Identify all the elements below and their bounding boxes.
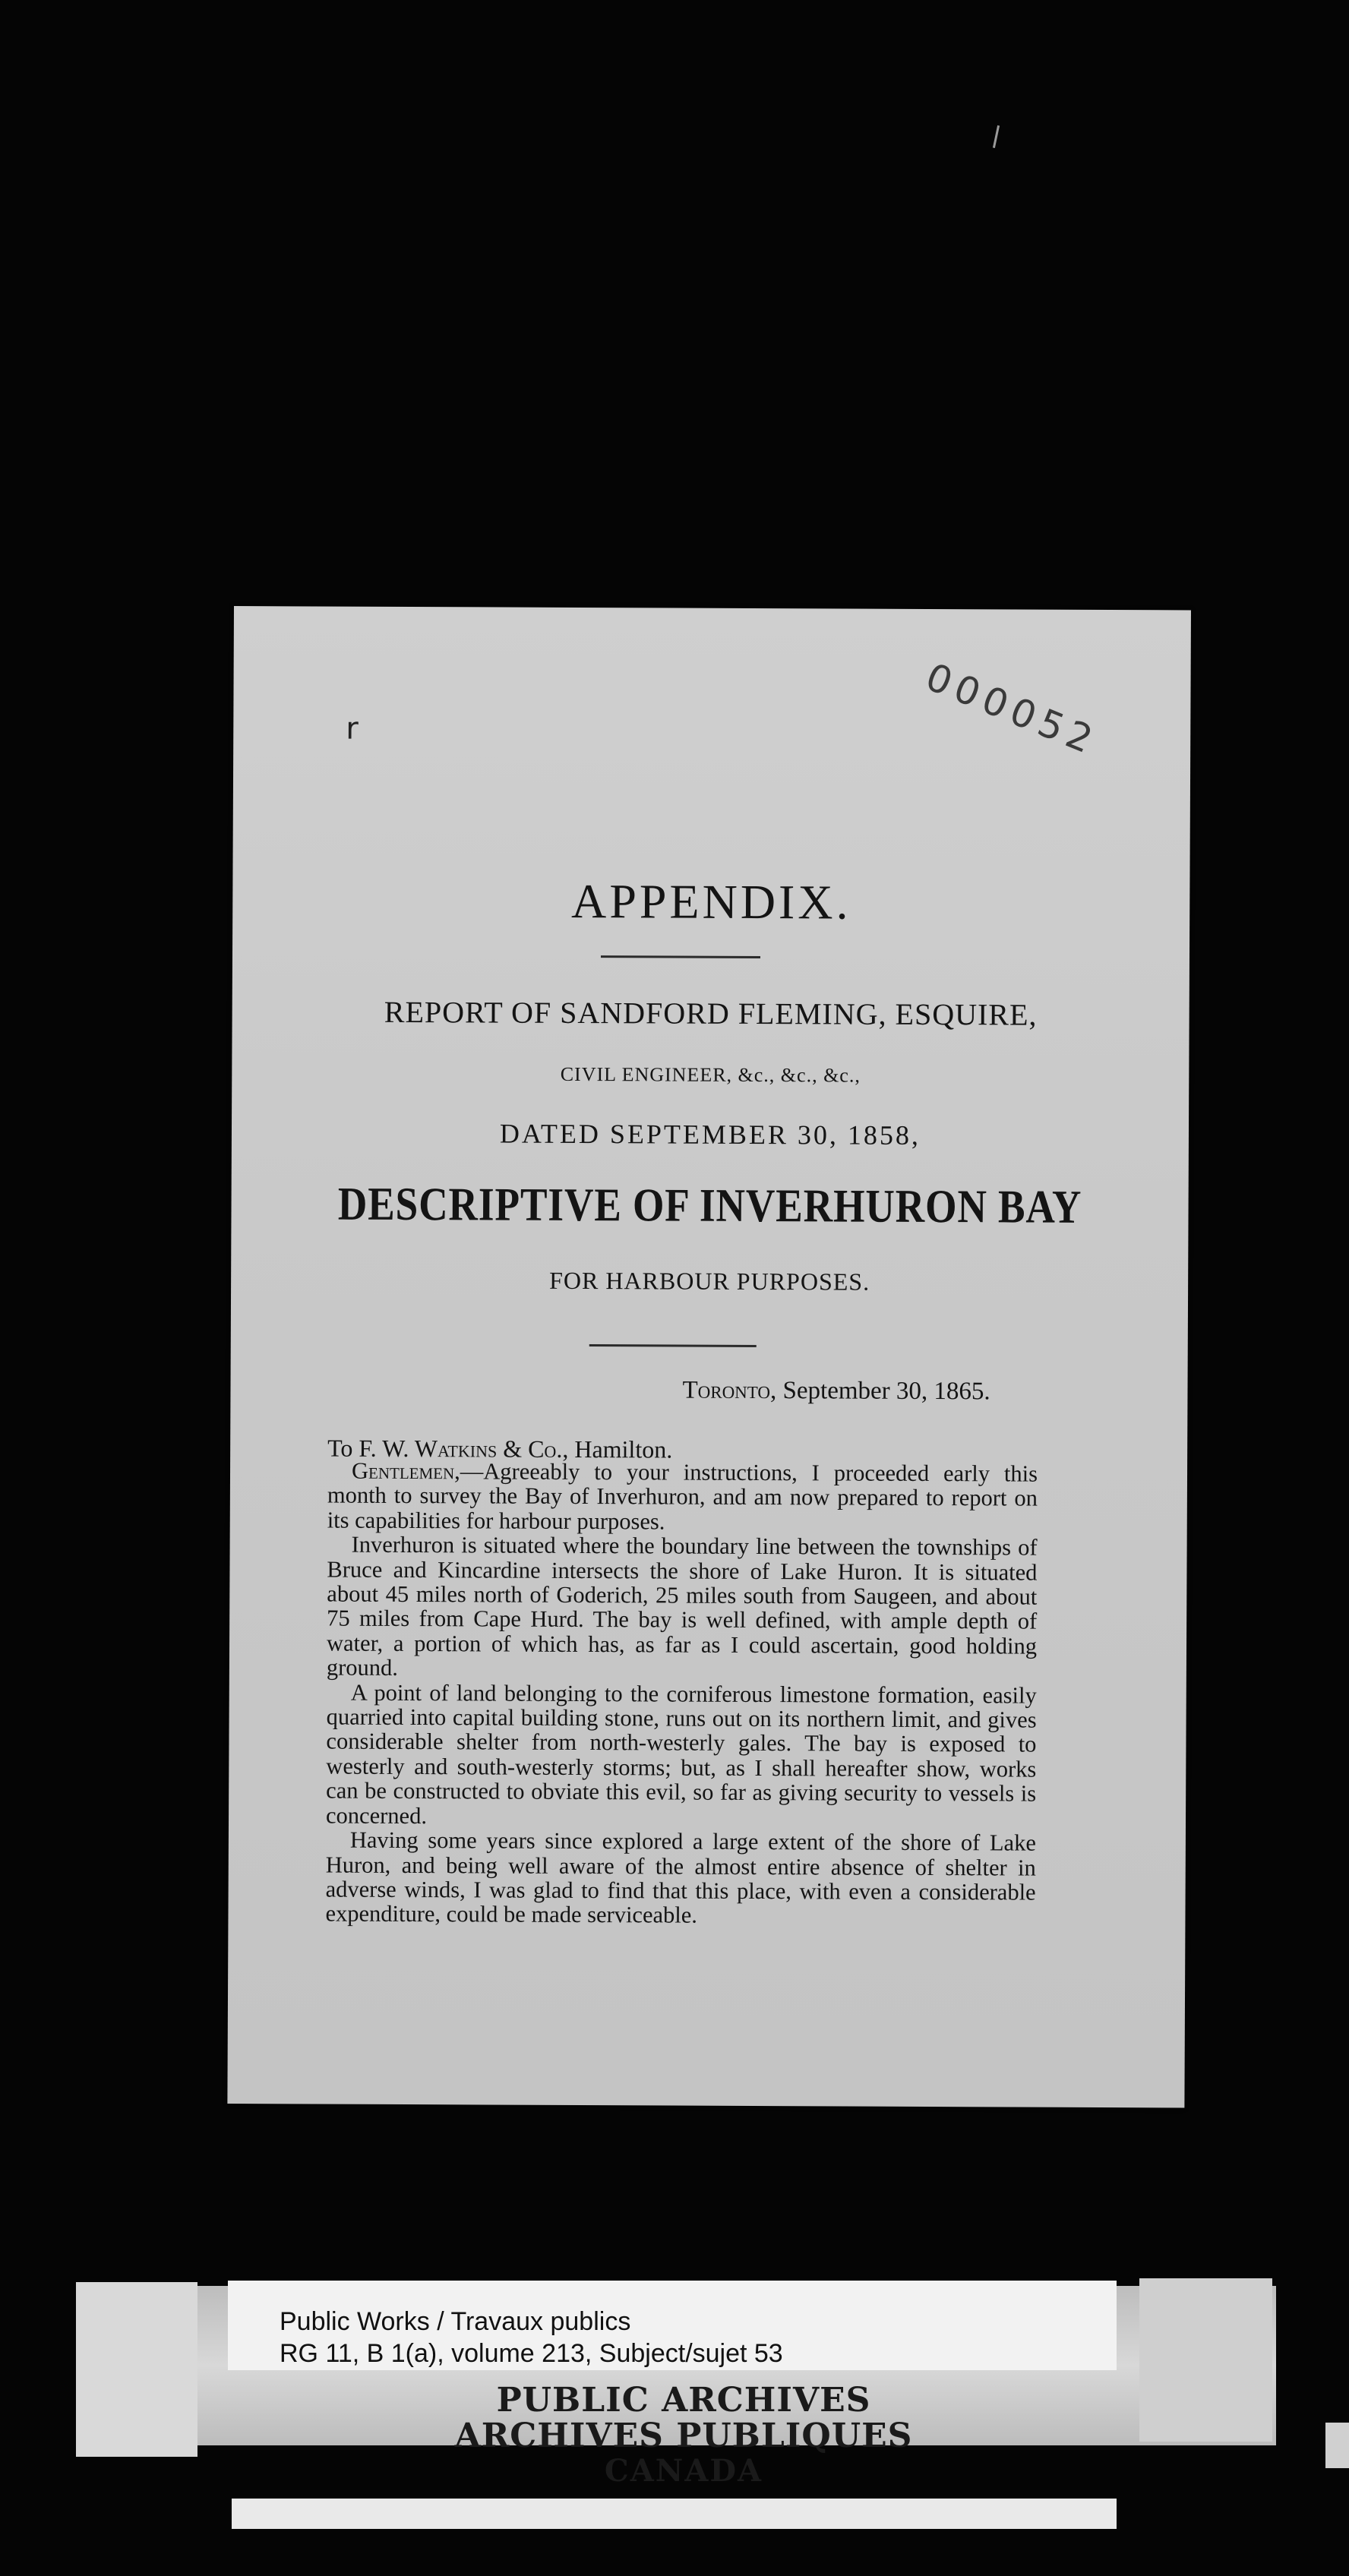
paragraph: Having some years since explored a large extent of the shore of Lake Huron, and being well aware of the almost entire absence of shelter in adverse winds, I was glad to find that this place, with even a considerable expenditure, could be made serviceable.: [325, 1826, 1036, 1928]
descriptive-heading: DESCRIPTIVE OF INVERHURON BAY: [337, 1178, 1082, 1233]
archive-stamp-country: CANADA: [604, 2453, 763, 2489]
harbour-subheading: FOR HARBOUR PURPOSES.: [549, 1266, 870, 1296]
civil-engineer-line: CIVIL ENGINEER, &c., &c., &c.,: [560, 1062, 861, 1087]
letter-date: [682, 1377, 990, 1406]
strip-end: [1139, 2278, 1272, 2442]
archive-stamp-fr: ARCHIVES PUBLIQUES: [454, 2417, 913, 2455]
letter-date-text: September 30, 1865.: [776, 1377, 990, 1406]
page-stamp-number: 000052: [919, 655, 1104, 765]
document-page: [227, 606, 1191, 2107]
divider: [601, 955, 760, 958]
page-title: APPENDIX.: [570, 873, 851, 930]
letter-place: Toronto,: [682, 1376, 777, 1405]
report-heading: REPORT OF SANDFORD FLEMING, ESQUIRE,: [384, 994, 1038, 1032]
address-city: Hamilton.: [568, 1435, 673, 1463]
label-reference: RG 11, B 1(a), volume 213, Subject/sujet 53: [280, 2339, 783, 2368]
paragraph: Inverhuron is situated where the boundary line between the townships of Bruce and Kincardine intersects the shore of Lake Huron. It is situated about 45 miles north of Goderich, 25 miles south from Saugeen, and about 75 miles from Cape Hurd. The bay is well defined, with ample depth of water, a portion of which has, as far as I could ascertain, good holding ground.: [326, 1531, 1038, 1681]
salutation: Gentlemen,: [351, 1457, 460, 1485]
divider: [589, 1344, 757, 1347]
dated-line: DATED SEPTEMBER 30, 1858,: [499, 1118, 921, 1151]
paragraph-text: —Agreeably to your instructions, I proceeded early this month to survey the Bay of Inverhuron, and am now prepared to report on its capabilities for harbour purposes.: [327, 1458, 1038, 1535]
address-name: F. W. Watkins & Co.,: [359, 1434, 569, 1463]
film-scratch: [993, 125, 1000, 148]
paragraph: A point of land belonging to the corniferous limestone formation, easily quarried into capital building stone, runs out on its northern limit, and gives considerable shelter from north-westerly gales. The bay is exposed to westerly and south-westerly storms; but, as I shall hereafter show, works can be constructed to obviate this evil, so far as giving security to vessels is concerned.: [325, 1679, 1037, 1829]
letter-body: [325, 1459, 1038, 1930]
label-department: Public Works / Travaux publics: [280, 2307, 631, 2336]
ink-speck: r: [346, 711, 359, 747]
strip-end: [76, 2282, 197, 2457]
label-lower-band: [232, 2499, 1117, 2529]
paragraph: [327, 1459, 1038, 1536]
address-to: To: [327, 1434, 359, 1462]
archive-stamp-en: PUBLIC ARCHIVES: [496, 2381, 871, 2420]
edge-mark: [1325, 2423, 1349, 2468]
